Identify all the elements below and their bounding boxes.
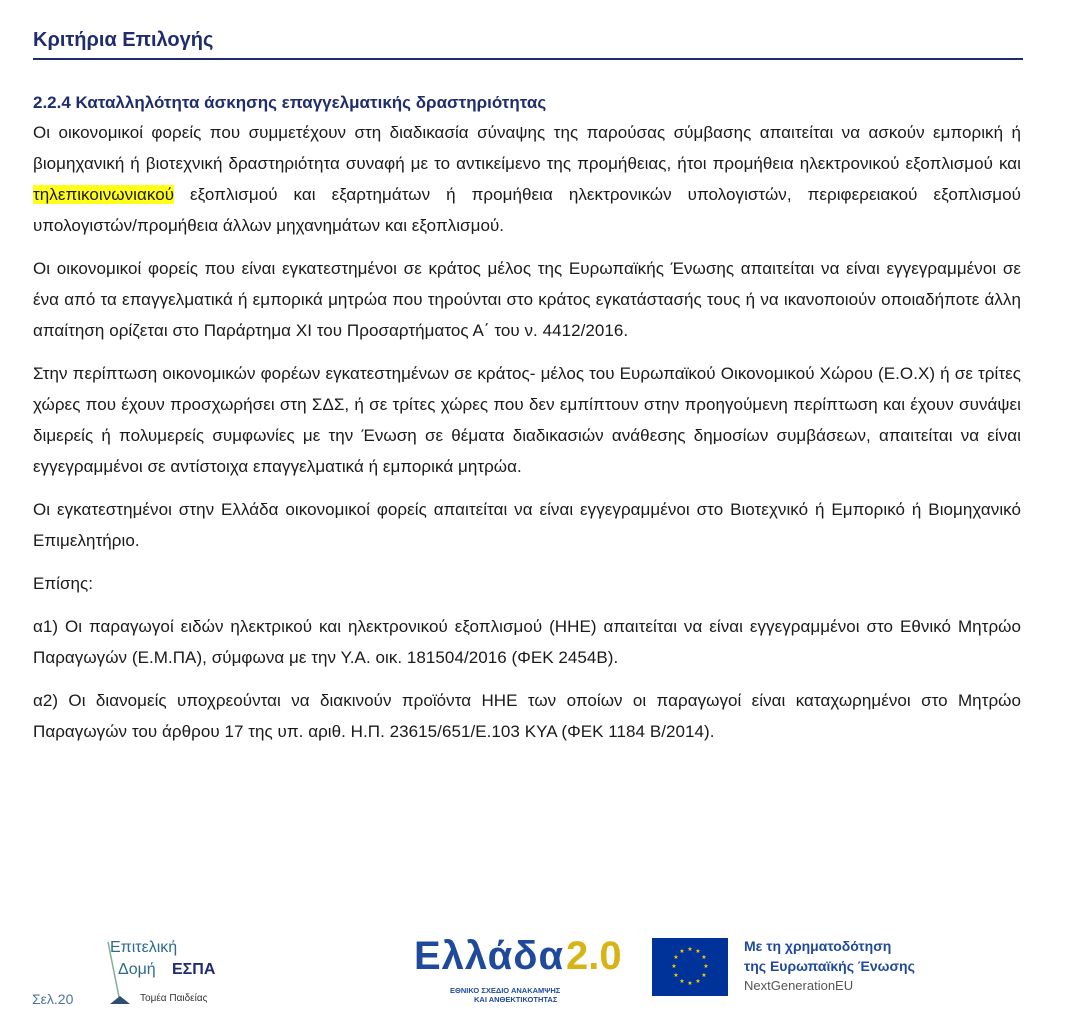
greece-logo-subtitle-1: ΕΘΝΙΚΟ ΣΧΕΔΙΟ ΑΝΑΚΑΜΨΗΣ — [450, 986, 561, 995]
greece-logo-subtitle-2: ΚΑΙ ΑΝΘΕΚΤΙΚΟΤΗΤΑΣ — [474, 995, 558, 1004]
svg-text:★: ★ — [679, 948, 685, 955]
svg-text:★: ★ — [703, 963, 709, 970]
eu-funding-line3: NextGenerationEU — [744, 978, 854, 993]
page-title: Κριτήρια Επιλογής — [33, 29, 214, 51]
paragraph-4: Οι εγκατεστημένοι στην Ελλάδα οικονομικοί φορείς απαιτείται να είναι εγγεγραμμένοι στο Βιοτεχνικό ή Εμπορικό ή Βιομηχανικό Επιμελητήριο. — [33, 500, 1021, 550]
svg-text:★: ★ — [673, 972, 679, 979]
svg-text:★: ★ — [679, 978, 685, 985]
paragraph-3: Στην περίπτωση οικονομικών φορέων εγκατεστημένων σε κράτος- μέλος του Ευρωπαϊκού Οικονομικού Χώρου (Ε.Ο.Χ) ή σε τρίτες χώρες που έχουν προσχωρήσει στη ΣΔΣ, ή σε τρίτες χώρες που δεν εμπίπτουν στην προηγούμενη περίπτωση και έχουν συνάψει διμερείς ή πολυμερείς συμφωνίες με την Ένωση σε θέματα διαδικασιών ανάθεσης δημοσίων συμβάσεων, απαιτείται να είναι εγγεγραμμένοι σε αντίστοιχα επαγγελματικά ή εμπορικά μητρώα. — [33, 364, 1021, 476]
highlighted-term: τηλεπικοινωνιακού — [33, 185, 175, 204]
paragraph-7: α2) Οι διανομείς υποχρεούνται να διακινούν προϊόντα ΗΗΕ των οποίων οι παραγωγοί είναι καταχωρημένοι στο Μητρώο Παραγωγών του άρθρου 17 της υπ. αριθ. Η.Π. 23615/651/Ε.103 ΚΥΑ (ΦΕΚ 1184 Β/2014). — [33, 691, 1021, 741]
svg-text:★: ★ — [673, 954, 679, 961]
svg-text:★: ★ — [687, 946, 693, 953]
svg-text:★: ★ — [701, 972, 707, 979]
section-header — [33, 27, 1023, 60]
svg-text:★: ★ — [701, 954, 707, 961]
paragraph-2: Οι οικονομικοί φορείς που είναι εγκατεστημένοι σε κράτος μέλος της Ευρωπαϊκής Ένωσης απαιτείται να είναι εγγεγραμμένοι σε ένα από τα επαγγελματικά ή εμπορικά μητρώα που τηρούνται στο κράτος εγκατάστασής τους ή να ικανοποιούν οποιαδήποτε άλλη απαίτηση ορίζεται στο Παράρτημα XI του Προσαρτήματος Α΄ του ν. 4412/2016. — [33, 259, 1021, 340]
espa-logo — [98, 936, 238, 1006]
greece-logo-word: Ελλάδα — [414, 934, 565, 978]
svg-text:★: ★ — [695, 978, 701, 985]
paragraph-1-text-a: Οι οικονομικοί φορείς που συμμετέχουν στη διαδικασία σύναψης της παρούσας σύμβασης απαιτείται να ασκούν εμπορική ή βιομηχανική ή βιοτεχνική δραστηριότητα συναφή με το αντικείμενο της προμήθειας, ήτοι προμήθεια ηλεκτρονικού εξοπλισμού και — [33, 123, 1021, 173]
espa-logo-line1: Επιτελική — [110, 939, 178, 956]
eu-funding-line2: της Ευρωπαϊκής Ένωσης — [744, 958, 915, 974]
paragraph-1-text-b: εξοπλισμού και εξαρτημάτων ή προμήθεια ηλεκτρονικών υπολογιστών, περιφερειακού εξοπλισμού υπολογιστών/προμήθεια άλλων μηχανημάτων και εξοπλισμού. — [33, 185, 1021, 235]
greece-2-0-logo — [412, 932, 634, 1014]
eu-funding-text — [744, 936, 954, 996]
eu-funding-line1: Με τη χρηματοδότηση — [744, 938, 892, 954]
document-body — [33, 117, 1021, 759]
espa-logo-line2a: Δομή — [118, 961, 156, 978]
svg-text:★: ★ — [695, 948, 701, 955]
paragraph-6: α1) Οι παραγωγοί ειδών ηλεκτρικού και ηλεκτρονικού εξοπλισμού (ΗΗΕ) απαιτείται να είναι εγγεγραμμένοι στο Εθνικό Μητρώο Παραγωγών (Ε.Μ.ΠΑ), σύμφωνα με την Υ.Α. οικ. 181504/2016 (ΦΕΚ 2454Β). — [33, 617, 1021, 667]
section-heading: 2.2.4 Καταλληλότητα άσκησης επαγγελματικής δραστηριότητας — [33, 93, 547, 112]
svg-text:★: ★ — [671, 963, 677, 970]
svg-text:★: ★ — [687, 980, 693, 987]
eu-flag-icon — [652, 938, 728, 996]
paragraph-5: Επίσης: — [33, 574, 94, 593]
espa-logo-line3: Τομέα Παιδείας — [140, 993, 208, 1004]
page-footer — [0, 920, 1088, 1020]
espa-logo-line2b: ΕΣΠΑ — [172, 961, 216, 978]
greece-logo-version: 2.0 — [566, 934, 622, 978]
paragraph-1 — [33, 117, 1021, 241]
page-number: Σελ.20 — [32, 991, 74, 1007]
